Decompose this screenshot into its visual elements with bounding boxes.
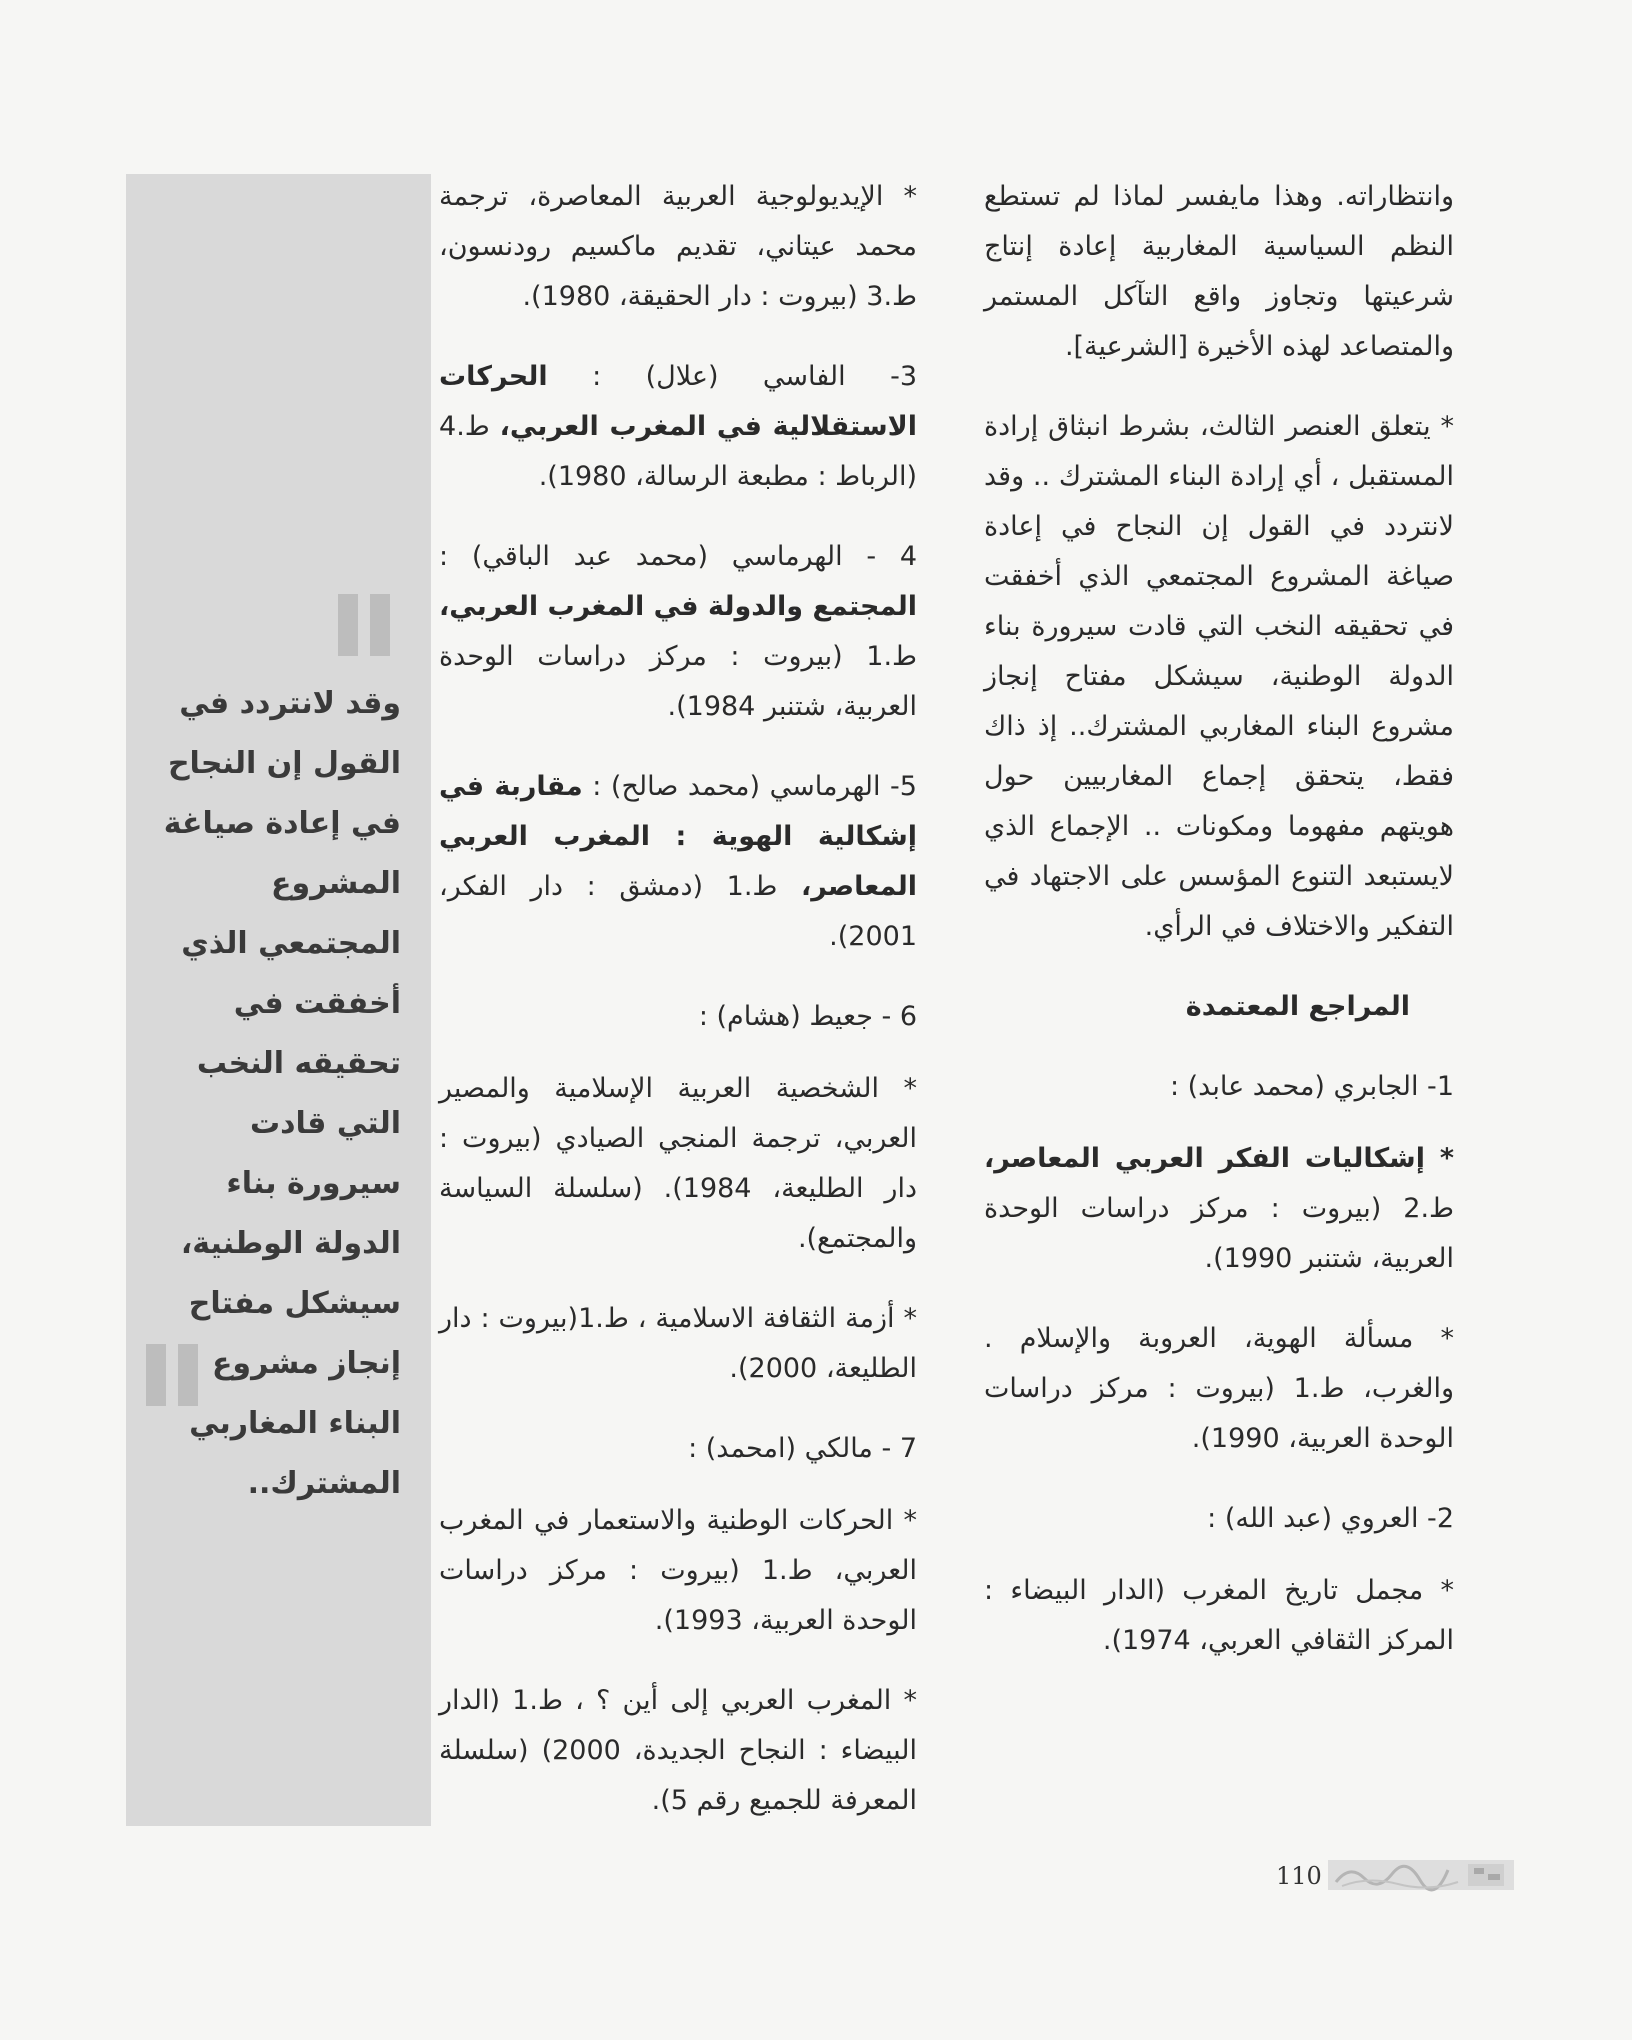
ref-5-title: مقاربة في إشكالية الهوية : المغرب العربي المعاصر،	[439, 771, 917, 902]
ref-1-item-1-title: * إشكاليات الفكر العربي المعاصر،	[984, 1143, 1454, 1174]
ref-5-author: 5- الهرماسي (محمد صالح) :	[592, 771, 917, 802]
paragraph-intro: وانتظاراته. وهذا مايفسر لماذا لم تستطع النظم السياسية المغاربية إعادة إنتاج شرعيتها وتجاوز واقع التآكل المستمر والمتصاعد لهذه الأخيرة [الشرعية].	[984, 181, 1454, 362]
ref-4-title: المجتمع والدولة في المغرب العربي،	[439, 591, 917, 622]
ref-3	[439, 352, 917, 502]
ref-6-item-2: * أزمة الثقافة الاسلامية ، ط.1(بيروت : دار الطليعة، 2000).	[439, 1303, 917, 1384]
ref-4-author: 4 - الهرماسي (محمد عبد الباقي) :	[439, 541, 917, 572]
ref-1-author: 1- الجابري (محمد عابد) :	[1169, 1071, 1454, 1102]
page-number: 110	[1276, 1862, 1322, 1890]
ref-6-author: 6 - جعيط (هشام) :	[698, 1001, 917, 1032]
ref-4-details: ط.1 (بيروت : مركز دراسات الوحدة العربية، شتنبر 1984).	[439, 641, 917, 722]
close-quote-icon	[146, 1344, 204, 1406]
magazine-logo-icon	[1328, 1856, 1514, 1894]
right-column	[984, 172, 1454, 1696]
references-heading: المراجع المعتمدة	[1185, 991, 1410, 1022]
ref-1-item-2: * مسألة الهوية، العروبة والإسلام . والغرب، ط.1 (بيروت : مركز دراسات الوحدة العربية، 1990).	[984, 1323, 1455, 1454]
ref-1-item-1-details: ط.2 (بيروت : مركز دراسات الوحدة العربية، شتنبر 1990).	[984, 1193, 1454, 1274]
ref-4	[439, 532, 917, 732]
ref-6-item-1: * الشخصية العربية الإسلامية والمصير العربي، ترجمة المنجي الصيادي (بيروت : دار الطليعة، 1984). (سلسلة السياسة والمجتمع).	[439, 1073, 917, 1254]
pull-quote-sidebar	[126, 174, 431, 1826]
ref-3-title: الحركات الاستقلالية في المغرب العربي،	[439, 361, 917, 442]
ref-5	[439, 762, 917, 962]
ref-5-details: ط.1 (دمشق : دار الفكر، 2001).	[439, 871, 917, 952]
middle-column	[439, 172, 917, 1856]
pull-quote-text: وقد لانتردد في القول إن النجاح في إعادة صياغة المشروع المجتمعي الذي أخفقت في تحقيقه النخب التي قادت سيرورة بناء الدولة الوطنية، سيشكل مفتاح إنجاز مشروع البناء المغاربي المشترك..	[163, 686, 401, 1501]
open-quote-icon	[338, 594, 396, 656]
ref-ideology-item: * الإيديولوجية العربية المعاصرة، ترجمة محمد عيتاني، تقديم ماكسيم رودنسون، ط.3 (بيروت : دار الحقيقة، 1980).	[439, 181, 917, 312]
ref-3-author: 3- الفاسي (علال) :	[592, 361, 918, 392]
ref-2-item-1: * مجمل تاريخ المغرب (الدار البيضاء : المركز الثقافي العربي، 1974).	[984, 1575, 1454, 1656]
ref-7-author: 7 - مالكي (امحمد) :	[688, 1433, 917, 1464]
ref-2-author: 2- العروي (عبد الله) :	[1207, 1503, 1454, 1534]
ref-1-item-1	[984, 1134, 1454, 1284]
ref-7-item-1: * الحركات الوطنية والاستعمار في المغرب العربي، ط.1 (بيروت : مركز دراسات الوحدة العربية، 1993).	[439, 1505, 917, 1636]
paragraph-third-element: * يتعلق العنصر الثالث، بشرط انبثاق إرادة المستقبل ، أي إرادة البناء المشترك .. وقد لانتردد في القول إن النجاح في إعادة صياغة المشروع المجتمعي الذي أخفقت في تحقيقه النخب التي قادت سيرورة بناء الدولة الوطنية، سيشكل مفتاح إنجاز مشروع البناء المغاربي المشترك.. إذ ذاك فقط، يتحقق إجماع المغاربيين حول هويتهم مفهوما ومكونات .. الإجماع الذي لايستبعد التنوع المؤسس على الاجتهاد في التفكير والاختلاف في الرأي.	[984, 411, 1454, 942]
ref-3-details: ط.4 (الرباط : مطبعة الرسالة، 1980).	[439, 411, 917, 492]
ref-7-item-2: * المغرب العربي إلى أين ؟ ، ط.1 (الدار البيضاء : النجاح الجديدة، 2000) (سلسلة المعرفة للجميع رقم 5).	[439, 1685, 918, 1816]
